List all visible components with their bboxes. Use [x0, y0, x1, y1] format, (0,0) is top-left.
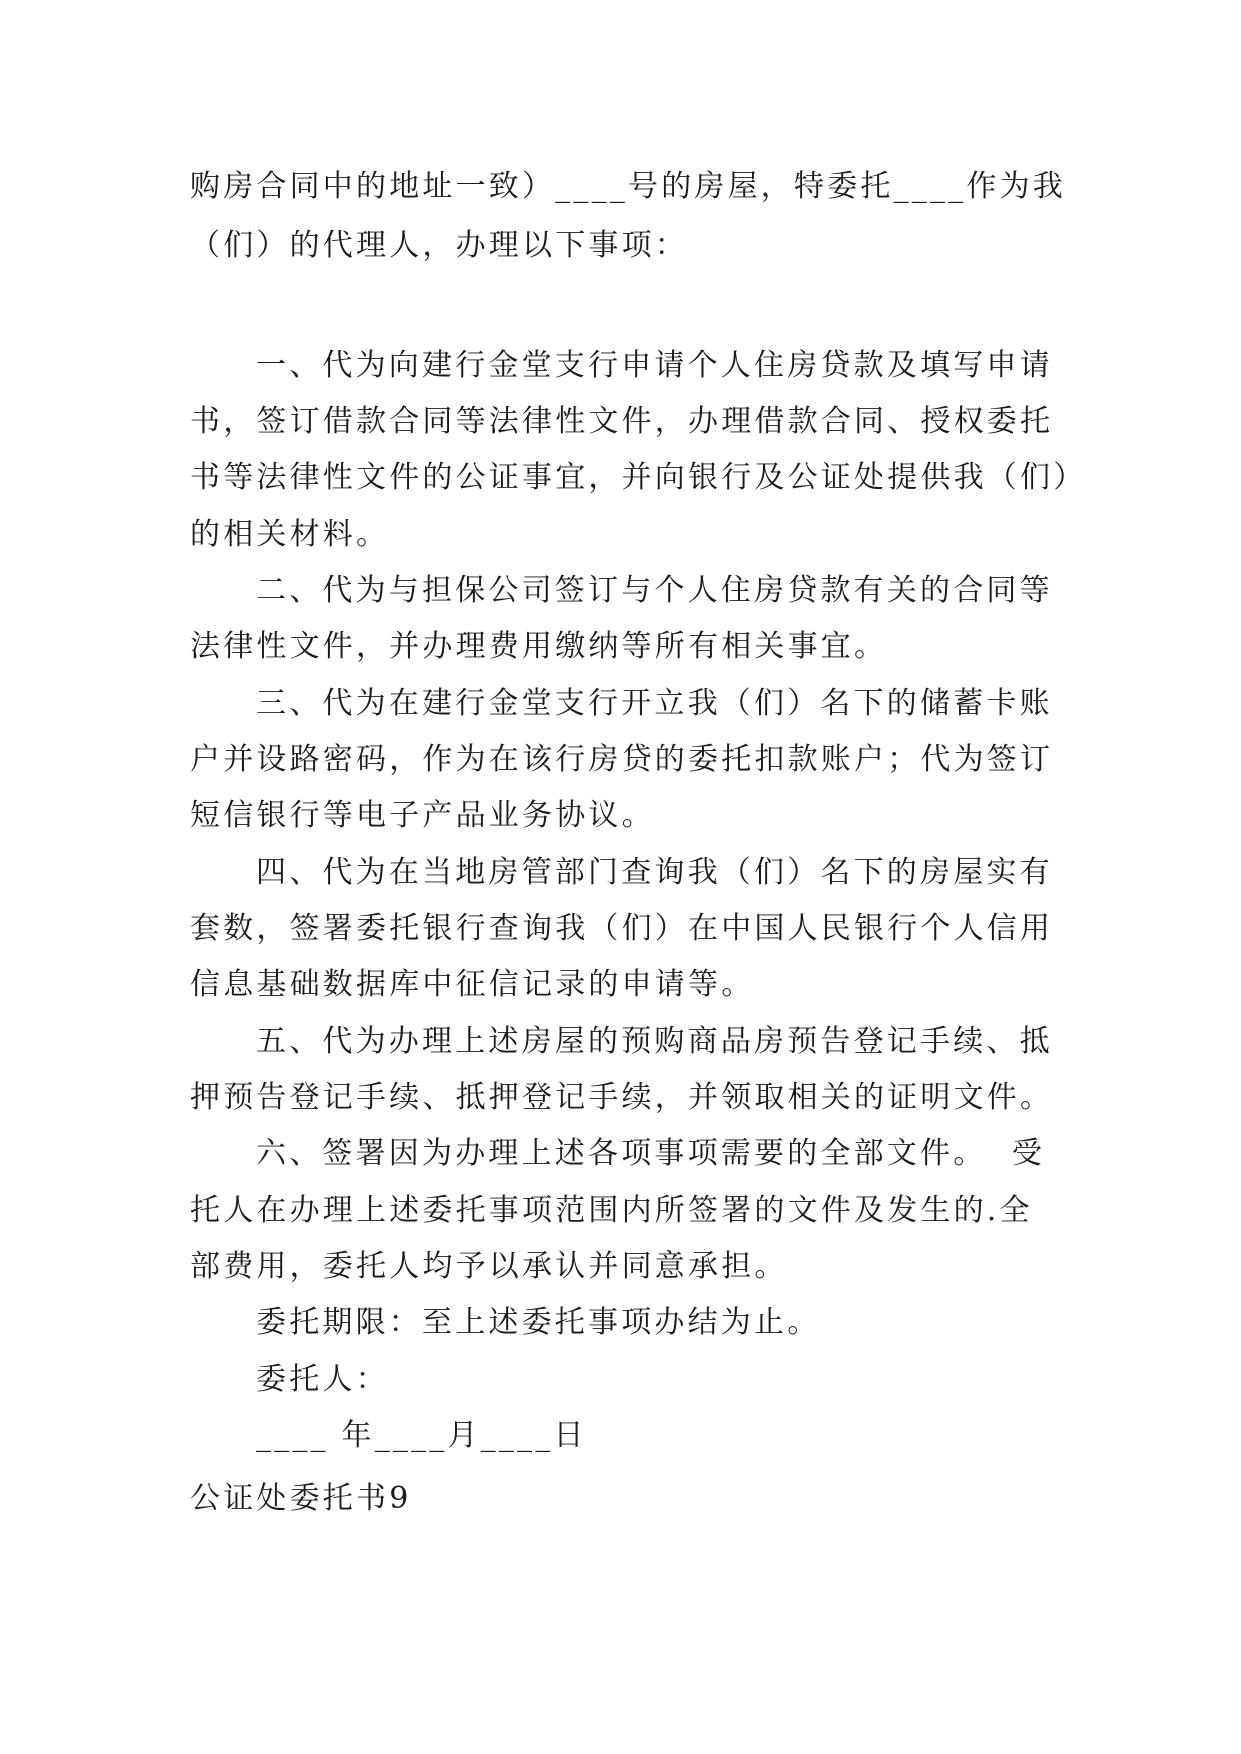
text-line: 委托期限：至上述委托事项办结为止。 [256, 1305, 821, 1340]
date-line: ____ 年____月____日 [256, 1418, 587, 1453]
text-line: 信息基础数据库中征信记录的申请等。 [190, 967, 755, 1002]
text-line: 四、代为在当地房管部门查询我（们）名下的房屋实有 [256, 855, 1053, 890]
text-line: 六、签署因为办理上述各项事项需要的全部文件。 受 [256, 1136, 1046, 1171]
text-line: 书等法律性文件的公证事宜，并向银行及公证处提供我（们） [190, 460, 1087, 495]
text-line: 购房合同中的地址一致）____号的房屋，特委托____作为我 [190, 169, 1066, 204]
text-line: 户并设路密码，作为在该行房贷的委托扣款账户；代为签订 [190, 742, 1054, 777]
text-line: 托人在办理上述委托事项范围内所签署的文件及发生的.全 [190, 1193, 1033, 1228]
text-line: 二、代为与担保公司签订与个人住房贷款有关的合同等 [256, 573, 1053, 608]
text-line: 三、代为在建行金堂支行开立我（们）名下的储蓄卡账 [256, 686, 1053, 721]
text-line: 委托人： [256, 1362, 389, 1397]
text-line: 五、代为办理上述房屋的预购商品房预告登记手续、抵 [256, 1024, 1053, 1059]
text-line: 一、代为向建行金堂支行申请个人住房贷款及填写申请 [256, 348, 1053, 383]
text-line: 的相关材料。 [190, 517, 390, 552]
text-line: 套数，签署委托银行查询我（们）在中国人民银行个人信用 [190, 911, 1054, 946]
text-line: （们）的代理人，办理以下事项： [190, 228, 688, 263]
text-line: 押预告登记手续、抵押登记手续，并领取相关的证明文件。 [190, 1080, 1054, 1115]
text-line: 法律性文件，并办理费用缴纳等所有相关事宜。 [190, 629, 888, 664]
text-line: 部费用，委托人均予以承认并同意承担。 [190, 1249, 788, 1284]
text-line: 短信银行等电子产品业务协议。 [190, 798, 655, 833]
text-line: 书，签订借款合同等法律性文件，办理借款合同、授权委托 [190, 404, 1054, 439]
next-section-heading: 公证处委托书9 [190, 1481, 412, 1516]
